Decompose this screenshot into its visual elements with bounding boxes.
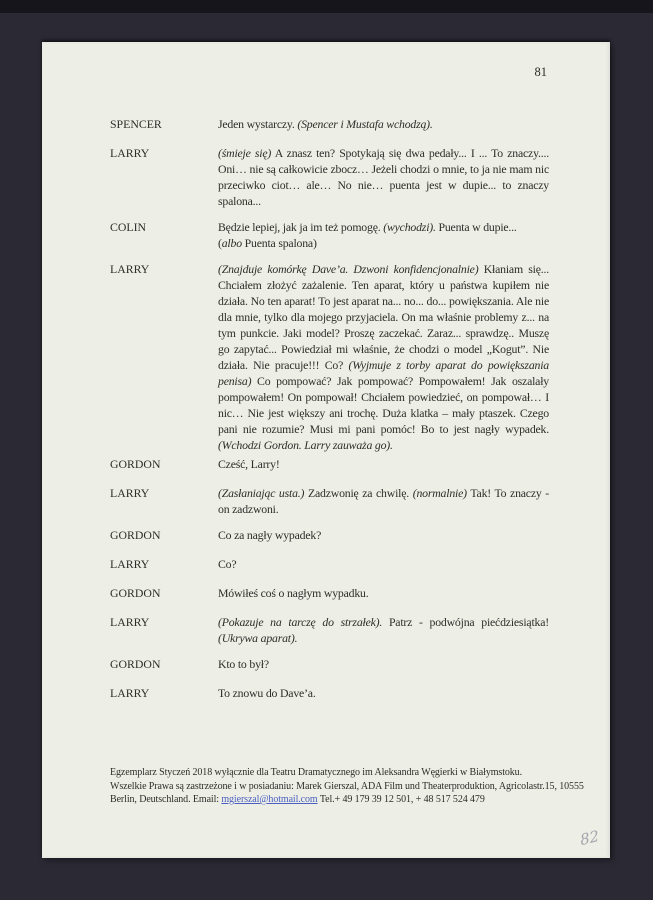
dialogue-row xyxy=(110,219,549,251)
speaker-name: SPENCER xyxy=(110,117,162,131)
speech-text: Tak! To znaczy - on zadzwoni. xyxy=(218,486,549,516)
speaker-name: GORDON xyxy=(110,586,161,600)
stage-direction: (Znajduje komórkę Dave’a. Dzwoni konfidencjonalnie) xyxy=(218,262,479,276)
speaker-name: LARRY xyxy=(110,146,150,160)
printed-page-number: 81 xyxy=(534,65,547,79)
speech-text: Jeden wystarczy. xyxy=(218,117,298,131)
speaker-name: COLIN xyxy=(110,220,147,234)
dialogue-row xyxy=(110,145,549,209)
speaker-name: LARRY xyxy=(110,557,150,571)
stage-direction: (Spencer i Mustafa wchodzą). xyxy=(297,117,433,131)
handwritten-page-number: 82 xyxy=(578,826,600,850)
dialogue-row xyxy=(110,585,549,601)
scanner-bed-edge xyxy=(0,0,653,13)
speaker-name: GORDON xyxy=(110,528,161,542)
dialogue-row xyxy=(110,614,549,646)
speaker-name: LARRY xyxy=(110,686,150,700)
speech-text: Co pompować? Jak pompować? Pompowałem! Jak oszalały pompowałem! On pompował! Chciałem powiedzieć, on pompował… I nic… Nie jest większy ani trochę. Duża klatka – mały ptaszek. Czego pani nie rozumie? Musi mi pani pomóc! Bo to jest nagły wypadek. xyxy=(218,374,549,436)
stage-direction: albo xyxy=(221,236,242,250)
dialogue-text xyxy=(218,261,549,453)
dialogue-text xyxy=(218,145,549,209)
dialogue-row xyxy=(110,685,549,701)
footer-line3-prefix: Berlin, Deutschland. Email: xyxy=(110,794,222,805)
email-link[interactable]: mgierszal@hotmail.com xyxy=(221,794,318,805)
speech-text: Mówiłeś coś o nagłym wypadku. xyxy=(218,586,369,600)
stage-direction: (Zasłaniając usta.) xyxy=(218,486,305,500)
stage-direction: (wychodzi). xyxy=(383,220,436,234)
speaker-name: LARRY xyxy=(110,615,150,629)
speech-text: Co? xyxy=(218,557,237,571)
speech-text: Zadzwonię za chwilę. xyxy=(304,486,413,500)
footer-line2: Wszelkie Prawa są zastrzeżone i w posiadaniu: Marek Gierszal, ADA Film und Theaterproduktion, Agricolastr.15, 10555 xyxy=(110,780,584,792)
dialogue-row xyxy=(110,527,549,543)
stage-direction: (śmieje się) xyxy=(218,146,272,160)
speech-text: Puenta w dupie... xyxy=(435,220,517,234)
speaker-name: GORDON xyxy=(110,657,161,671)
dialogue-row xyxy=(110,485,549,517)
speaker-name: GORDON xyxy=(110,457,161,471)
script-page xyxy=(42,42,610,858)
dialogue-text xyxy=(218,556,549,572)
dialogue-row xyxy=(110,556,549,572)
footer-line3-suffix: Tel.+ 49 179 39 12 501, + 48 517 524 479 xyxy=(317,794,485,805)
dialogue-text xyxy=(218,585,549,601)
dialogue-text xyxy=(218,485,549,517)
speech-text: Patrz - podwójna piećdziesiątka! xyxy=(382,615,549,629)
speech-text: ( xyxy=(218,236,222,250)
stage-direction: (Wyjmuje z torby aparat do powiększania penisa) xyxy=(218,358,549,388)
dialogue-text xyxy=(218,456,549,472)
dialogue-text xyxy=(218,614,549,646)
dialogue-text xyxy=(218,656,549,672)
dialogue-list xyxy=(110,116,549,714)
dialogue-text xyxy=(218,685,549,701)
dialogue-row xyxy=(110,116,549,132)
speech-text: Kłaniam się... Chciałem złożyć zażalenie. Ten aparat, który u państwa kupiłem nie działa. No ten aparat! To jest aparat na... no... do... powiększania. Ale nie dla mnie, tylko dla mojego przyjaciela. On ma właśnie problemy z... na tym punkcie. Jaki model? Proszę zaczekać. Zaraz... sprawdzę.. Muszę go zapytać... Powiedział mi właśnie, że chodzi o model „Kogut”. Nie działa. Nie pracuje!!! Co? xyxy=(218,262,549,372)
speech-text: Będzie lepiej, jak ja im też pomogę. xyxy=(218,220,384,234)
speech-text: Puenta spalona) xyxy=(241,236,317,250)
speaker-name: LARRY xyxy=(110,262,150,276)
dialogue-row xyxy=(110,261,549,453)
stage-direction: (normalnie) xyxy=(412,486,467,500)
dialogue-text xyxy=(218,116,549,132)
dialogue-text xyxy=(218,219,549,251)
speaker-name: LARRY xyxy=(110,486,150,500)
speech-text: Co za nagły wypadek? xyxy=(218,528,322,542)
stage-direction: (Pokazuje na tarczę do strzałek). xyxy=(218,615,383,629)
copyright-footer xyxy=(110,766,588,807)
dialogue-row xyxy=(110,456,549,472)
speech-text: Kto to był? xyxy=(218,657,269,671)
dialogue-row xyxy=(110,656,549,672)
speech-text: Cześć, Larry! xyxy=(218,457,280,471)
stage-direction: (Wchodzi Gordon. Larry zauważa go). xyxy=(218,438,393,452)
stage-direction: (Ukrywa aparat). xyxy=(218,631,298,645)
footer-line1: Egzemplarz Styczeń 2018 wyłącznie dla Teatru Dramatycznego im Aleksandra Węgierki w Białymstoku. xyxy=(110,767,522,778)
speech-text: To znowu do Dave’a. xyxy=(218,686,316,700)
speech-text: A znasz ten? Spotykają się dwa pedały... I ... To znaczy.... Oni… nie są całkowicie zbocz… Jeżeli chodzi o mnie, to ja nie mam nic przeciwko ciot… ale… No nie… puenta jest w dupie... to znaczy spalona... xyxy=(218,146,549,208)
dialogue-text xyxy=(218,527,549,543)
